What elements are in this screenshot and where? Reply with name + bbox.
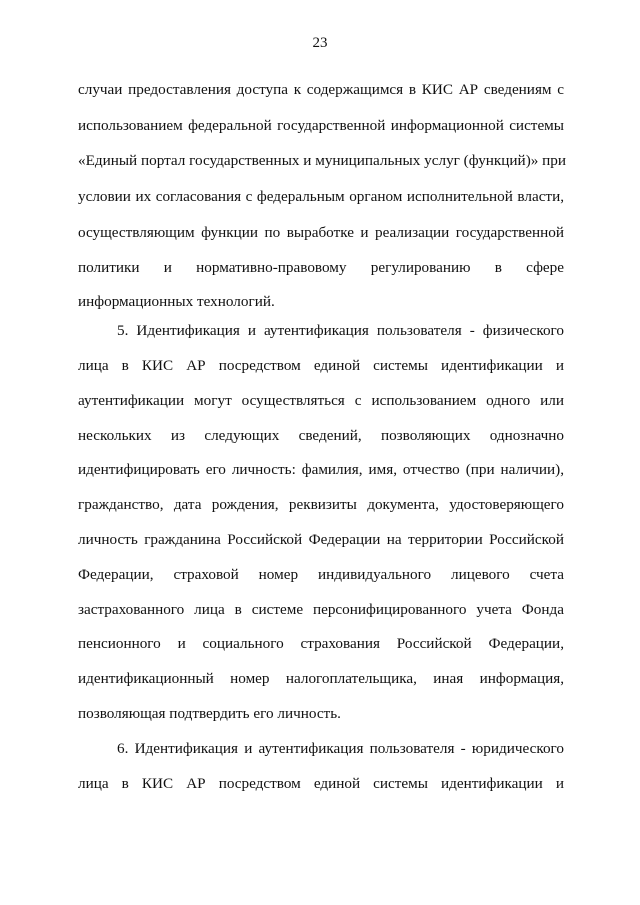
text-line: аутентификации могут осуществляться с использованием одного или [78, 392, 564, 409]
page-number: 23 [312, 35, 328, 51]
text-line: лица в КИС АР посредством единой системы идентификации и [78, 775, 564, 792]
text-line: условии их согласования с федеральным органом исполнительной власти, [78, 188, 564, 205]
text-line: лица в КИС АР посредством единой системы идентификации и [78, 357, 564, 374]
text-line: гражданство, дата рождения, реквизиты документа, удостоверяющего [78, 496, 564, 513]
text-line: информационных технологий. [78, 293, 275, 310]
text-line: осуществляющим функции по выработке и реализации государственной [78, 224, 564, 241]
text-line: идентифицировать его личность: фамилия, имя, отчество (при наличии), [78, 461, 564, 478]
text-line: 6. Идентификация и аутентификация пользователя - юридического [117, 740, 564, 757]
text-line: личность гражданина Российской Федерации на территории Российской [78, 531, 564, 548]
text-line: использованием федеральной государственной информационной системы [78, 117, 564, 134]
text-line: Федерации, страховой номер индивидуального лицевого счета [78, 566, 564, 583]
text-line: застрахованного лица в системе персонифицированного учета Фонда [78, 601, 564, 618]
text-line: «Единый портал государственных и муниципальных услуг (функций)» при [78, 152, 566, 169]
text-line: политики и нормативно-правовому регулированию в сфере [78, 259, 564, 276]
text-line: пенсионного и социального страхования Российской Федерации, [78, 635, 564, 652]
text-line: нескольких из следующих сведений, позволяющих однозначно [78, 427, 564, 444]
text-line: идентификационный номер налогоплательщика, иная информация, [78, 670, 564, 687]
text-line: случаи предоставления доступа к содержащимся в КИС АР сведениям с [78, 81, 564, 98]
text-line: 5. Идентификация и аутентификация пользователя - физического [117, 322, 564, 339]
text-line: позволяющая подтвердить его личность. [78, 705, 341, 722]
